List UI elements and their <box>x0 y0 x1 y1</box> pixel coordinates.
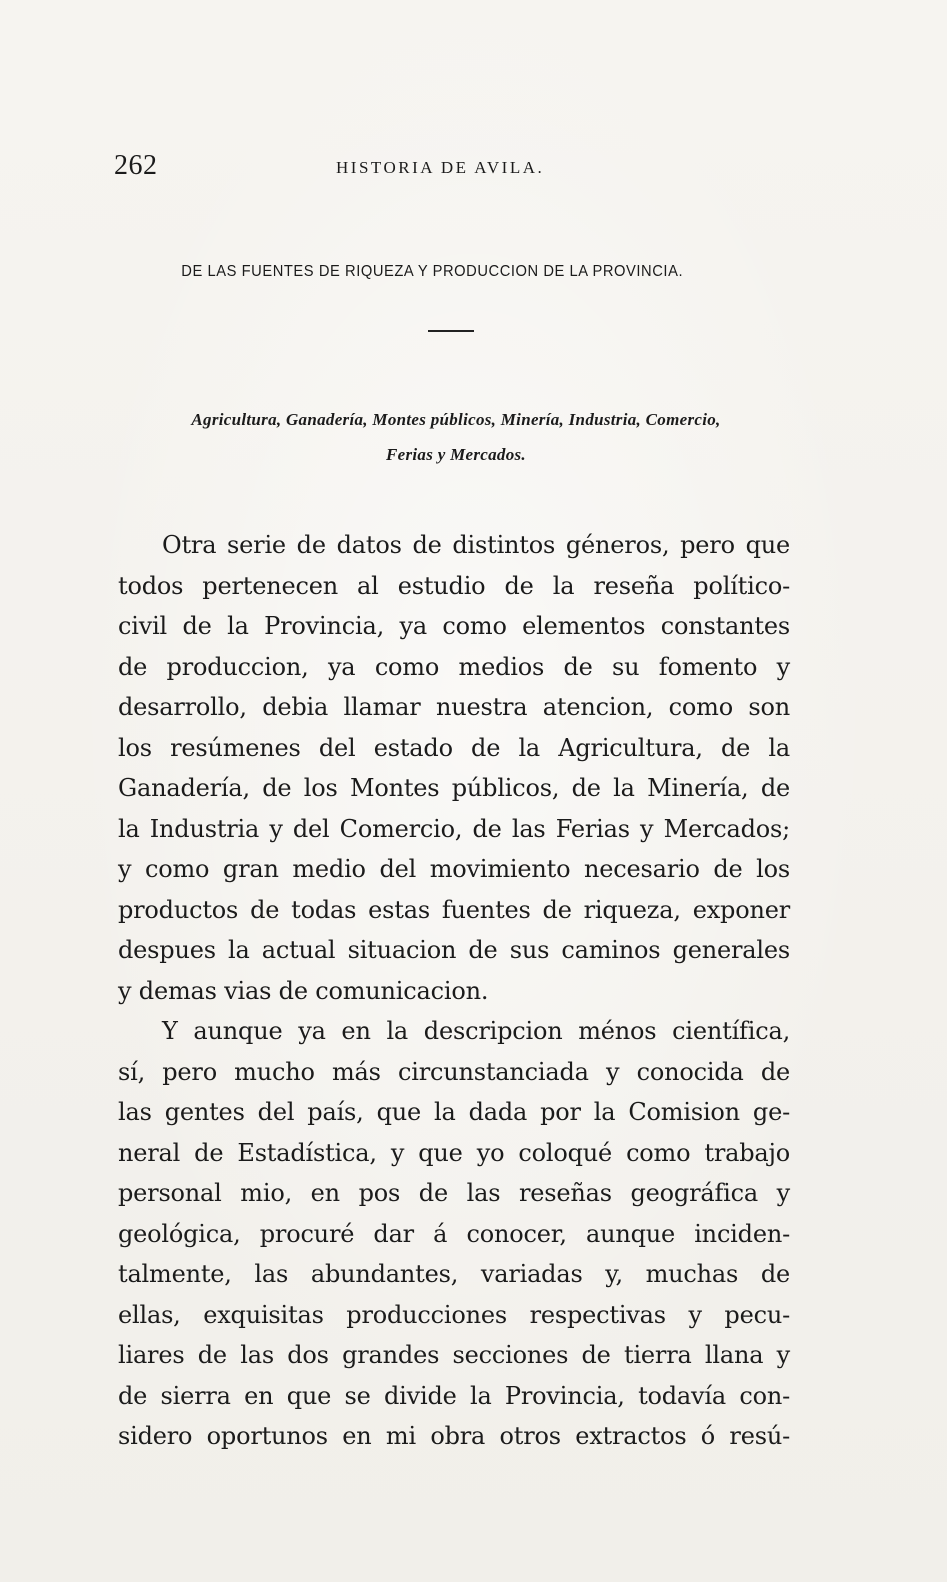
body-text <box>118 525 790 1457</box>
section-title: DE LAS FUENTES DE RIQUEZA Y PRODUCCION DE LA PROVINCIA. <box>181 263 684 280</box>
running-head: HISTORIA DE AVILA. <box>336 158 545 177</box>
text-line: neral de Estadística, y que yo coloqué como trabajo <box>118 1138 790 1167</box>
text-line: y como gran medio del movimiento necesario de los <box>118 855 790 883</box>
text-line: geológica, procuré dar á conocer, aunque inciden- <box>118 1219 790 1248</box>
text-line: personal mio, en pos de las reseñas geográfica y <box>118 1179 790 1207</box>
text-line: de sierra en que se divide la Provincia, todavía con- <box>118 1381 790 1410</box>
text-line: todos pertenecen al estudio de la reseña político- <box>118 571 790 600</box>
text-line: despues la actual situacion de sus caminos generales <box>118 936 790 964</box>
text-line: las gentes del país, que la dada por la Comision ge- <box>118 1098 790 1126</box>
page-number: 262 <box>114 150 158 181</box>
text-line: la Industria y del Comercio, de las Ferias y Mercados; <box>118 814 790 843</box>
text-line: talmente, las abundantes, variadas y, muchas de <box>118 1260 790 1288</box>
page-header <box>114 150 814 190</box>
subtitle-line-1: Agricultura, Ganadería, Montes públicos, Minería, Industria, Comercio, <box>191 410 721 429</box>
text-line: civil de la Provincia, ya como elementos constantes <box>118 612 790 640</box>
text-line: ellas, exquisitas producciones respectivas y pecu- <box>118 1300 790 1329</box>
text-line: desarrollo, debia llamar nuestra atencion, como son <box>118 693 790 721</box>
text-line: y demas vias de comunicacion. <box>118 976 489 1005</box>
text-line: de produccion, ya como medios de su fomento y <box>118 652 790 681</box>
section-subtitle <box>110 402 802 472</box>
text-line: Y aunque ya en la descripcion ménos científica, <box>162 1017 790 1045</box>
section-divider <box>428 330 474 332</box>
text-line: los resúmenes del estado de la Agricultura, de la <box>118 733 790 762</box>
text-line: sidero oportunos en mi obra otros extractos ó resú- <box>118 1422 790 1450</box>
subtitle-line-2: Ferias y Mercados. <box>386 445 526 464</box>
text-line: Otra serie de datos de distintos géneros, pero que <box>162 531 790 559</box>
text-line: liares de las dos grandes secciones de tierra llana y <box>118 1341 790 1369</box>
text-line: sí, pero mucho más circunstanciada y conocida de <box>118 1057 790 1086</box>
text-line: Ganadería, de los Montes públicos, de la Minería, de <box>118 774 790 802</box>
text-line: productos de todas estas fuentes de riqueza, exponer <box>118 895 790 924</box>
